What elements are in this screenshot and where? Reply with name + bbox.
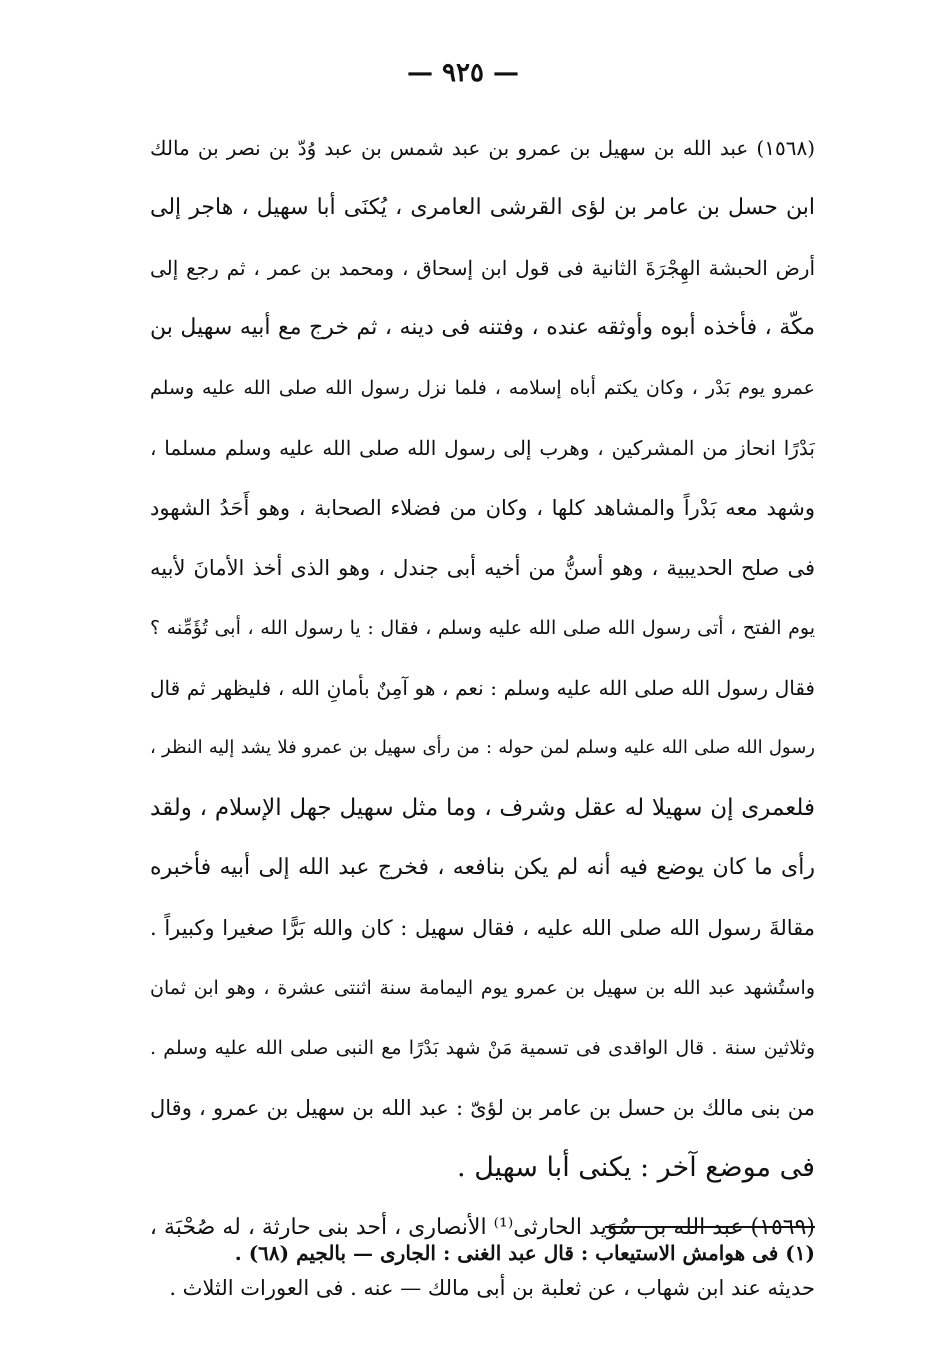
text-line: حديثه عند ابن شهاب ، عن ثعلبة بن أبى مالك — عنه . فى العورات الثلاث . [169,1276,815,1300]
entry-1568 [150,118,815,1198]
text-line: مكّة ، فأخذه أبوه وأوثقه عنده ، وفتنه فى دينه ، ثم خرج مع أبيه سهيل بن [150,315,815,340]
text-line: مقالةَ رسول الله صلى الله عليه ، فقال سهيل : كان والله بَرًّا صغيرا وكبيراً . [150,916,815,940]
footnote: (١) فى هوامش الاستيعاب : قال عبد الغنى : الجارى — بالجيم (٦٨) . [234,1241,815,1265]
page-number: — ٩٢٥ — [406,58,520,88]
text-line: وشهد معه بَدْراً والمشاهد كلها ، وكان من فضلاء الصحابة ، وهو أَحَدُ الشهود [150,496,815,520]
text-line: بَدْرًا انحاز من المشركين ، وهرب إلى رسول الله صلى الله عليه وسلم مسلما ، [150,436,815,460]
text-line: وثلاثين سنة . قال الواقدى فى تسمية مَنْ شهد بَدْرًا مع النبى صلى الله عليه وسلم . [150,1037,815,1059]
text-line: من بنى مالك بن حسل بن عامر بن لؤىّ : عبد الله بن سهيل بن عمرو ، وقال [150,1096,815,1120]
text-line: فلعمرى إن سهيلا له عقل وشرف ، وما مثل سهيل جهل الإسلام ، ولقد [150,795,815,821]
footnote-divider [605,1226,815,1228]
page-body [150,118,815,1318]
text-line: عمرو يوم بَدْر ، وكان يكتم أباه إسلامه ، فلما نزل رسول الله صلى الله عليه وسلم [150,377,815,399]
text-line: فى صلح الحديبية ، وهو أسنُّ من أخيه أبى جندل ، وهو الذى أخذ الأمانَ لأبيه [150,556,815,580]
text-line: رسول الله صلى الله عليه وسلم لمن حوله : من رأى سهيل بن عمرو فلا يشد إليه النظر ، [150,737,815,758]
text-line: يوم الفتح ، أتى رسول الله صلى الله عليه وسلم ، فقال : يا رسول الله ، أبى تُؤَمِّنه ؟ [150,617,815,639]
text-line: رأى ما كان يوضع فيه أنه لم يكن بنافعه ، فخرج عبد الله إلى أبيه فأخبره [150,855,815,880]
text-line: (١٥٦٨) عبد الله بن سهيل بن عمرو بن عبد شمس بن عبد وُدّ بن نصر بن مالك [150,136,815,160]
text-line: فقال رسول الله صلى الله عليه وسلم : نعم ، هو آمِنٌ بأمانِ الله ، فليظهر ثم قال [150,676,815,700]
text-line: أرض الحبشة الهِجْرَةَ الثانية فى قول ابن إسحاق ، ومحمد بن عمر ، ثم رجع إلى [150,256,815,280]
text-line: ابن حسل بن عامر بن لؤى القرشى العامرى ، يُكنَى أبا سهيل ، هاجر إلى [150,195,815,220]
text-line: (١٥٦٩) عبد الله بن سُوَيد الحارثى⁽¹⁾ الأنصارى ، أحد بنى حارثة ، له صُحْبَة ، [150,1215,815,1240]
text-line: واستُشهد عبد الله بن سهيل بن عمرو يوم اليمامة سنة اثنتى عشرة ، وهو ابن ثمان [150,977,815,999]
text-line: فى موضع آخر : يكنى أبا سهيل . [457,1152,815,1183]
